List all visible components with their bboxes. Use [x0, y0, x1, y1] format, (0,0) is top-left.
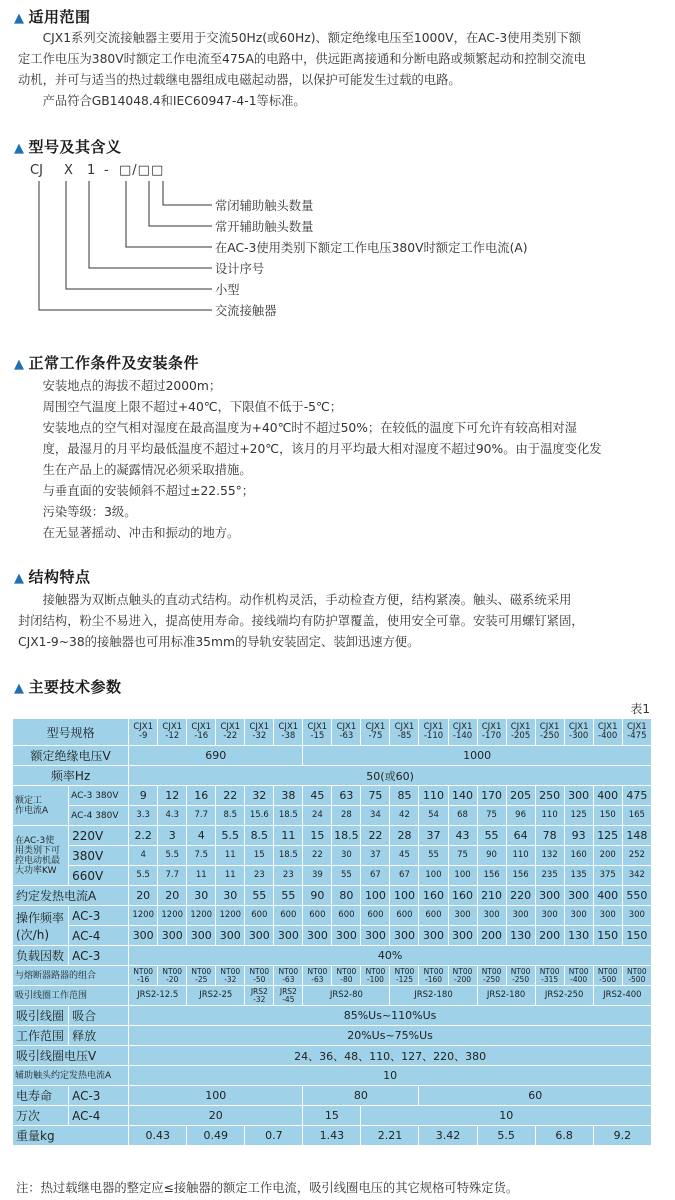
value-cell: 45: [303, 786, 332, 806]
value-cell: 5.5: [158, 846, 187, 866]
table-cell: JRS2-400: [593, 986, 651, 1006]
table-cell: JRS2-80: [303, 986, 390, 1006]
value-cell: 300: [187, 926, 216, 946]
table-row: [13, 906, 652, 926]
table-cell: 2.21: [361, 1126, 419, 1146]
value-cell: 110: [535, 806, 564, 826]
value-cell: 235: [535, 866, 564, 886]
value-cell: 15: [245, 846, 274, 866]
value-cell: 200: [477, 926, 506, 946]
value-cell: 5.5: [129, 866, 158, 886]
value-cell: 300: [129, 926, 158, 946]
value-cell: 3.3: [129, 806, 158, 826]
value-cell: 200: [535, 926, 564, 946]
value-cell: 200: [593, 846, 622, 866]
value-cell: 90: [477, 846, 506, 866]
table-row: [13, 866, 652, 886]
value-cell: 24: [303, 806, 332, 826]
value-cell: 22: [216, 786, 245, 806]
table-cell: 1000: [303, 746, 652, 766]
value-cell: 600: [361, 906, 390, 926]
table-caption: 表1: [630, 702, 650, 716]
value-cell: 28: [390, 826, 419, 846]
value-cell: 23: [245, 866, 274, 886]
footnote: 注：热过载继电器的整定应≤接触器的额定工作电流，吸引线圈电压的其它规格可特殊定货。: [16, 1181, 519, 1195]
table-cell: 操作频率 (次/h): [13, 906, 69, 946]
value-cell: 68: [448, 806, 477, 826]
value-cell: 15.6: [245, 806, 274, 826]
value-cell: 300: [158, 926, 187, 946]
value-cell: 300: [390, 926, 419, 946]
value-cell: 75: [477, 806, 506, 826]
value-cell: 220: [506, 886, 535, 906]
value-cell: 1200: [216, 906, 245, 926]
model-cell: CJX1 -400: [593, 719, 622, 746]
value-cell: 85: [390, 786, 419, 806]
table-cell: AC-3: [69, 906, 129, 926]
value-cell: 300: [564, 886, 593, 906]
value-cell: 125: [593, 826, 622, 846]
value-cell: 39: [303, 866, 332, 886]
table-cell: 80: [303, 1086, 419, 1106]
table-cell: 工作范围: [13, 1026, 69, 1046]
value-cell: 600: [245, 906, 274, 926]
table-cell: 释放: [69, 1026, 129, 1046]
table-row: [13, 846, 652, 866]
table-cell: AC-4: [69, 1106, 129, 1126]
value-cell: 11: [216, 866, 245, 886]
table-row: [13, 1126, 652, 1146]
value-cell: 32: [245, 786, 274, 806]
conditions-text: 安装地点的海拔不超过2000m； 周围空气温度上限不超过+40℃，下限值不低于-5℃； 安装地点的空气相对湿度在最高温度为+40℃时不超过50%；在较低的温度下可允许有较高相对湿 度，最湿月的月平均最低温度不超过+20℃，该月的月平均最大相对湿度不超过90%。由于温度变化发 生在产品上的凝露情况必须采取措施。 与垂直面的安装倾斜不超过±22.55°； 污染等级：3级。 在无显著摇动、冲击和振动的地方。: [42, 379, 602, 540]
table-cell: 380V: [69, 846, 129, 866]
value-cell: NT00 -63: [303, 966, 332, 986]
model-cell: CJX1 -16: [187, 719, 216, 746]
value-cell: 22: [361, 826, 390, 846]
value-cell: 156: [477, 866, 506, 886]
value-cell: 54: [419, 806, 448, 826]
value-cell: 30: [216, 886, 245, 906]
table-cell: 约定发热电流A: [13, 886, 129, 906]
table-cell: JRS2-180: [477, 986, 535, 1006]
value-cell: 64: [506, 826, 535, 846]
value-cell: 7.5: [187, 846, 216, 866]
table-cell: 660V: [69, 866, 129, 886]
table-cell: 20%Us~75%Us: [129, 1026, 652, 1046]
value-cell: NT00 -63: [274, 966, 303, 986]
table-cell: 10: [129, 1066, 652, 1086]
value-cell: NT00 -32: [216, 966, 245, 986]
value-cell: 3: [158, 826, 187, 846]
model-cell: CJX1 -85: [390, 719, 419, 746]
value-cell: 15: [303, 826, 332, 846]
value-cell: NT00 -20: [158, 966, 187, 986]
value-cell: 34: [361, 806, 390, 826]
structure-heading: ▲ 结构特点: [14, 568, 91, 586]
table-cell: 吸引线圈: [13, 1006, 69, 1026]
value-cell: NT00 -80: [332, 966, 361, 986]
table-cell: 9.2: [593, 1126, 651, 1146]
value-cell: 16: [187, 786, 216, 806]
value-cell: 55: [274, 886, 303, 906]
value-cell: 300: [593, 906, 622, 926]
value-cell: 600: [303, 906, 332, 926]
value-cell: 300: [535, 886, 564, 906]
scope-heading: ▲ 适用范围: [14, 8, 91, 26]
model-cell: CJX1 -250: [535, 719, 564, 746]
model-cell: CJX1 -32: [245, 719, 274, 746]
scope-text: CJX1系列交流接触器主要用于交流50Hz(或60Hz)、额定绝缘电压至1000V，在AC-3使用类别下额 定工作电压为380V时额定工作电流至475A的电路中，供远距离接通和分断电路或频繁起动和控制交流电 动机，并可与适当的热过载继电器组成电磁起动器，以保护可能发生过载的电路。 产品符合GB14048.4和IEC60947-4-1等标准。: [18, 31, 586, 108]
model-cell: CJX1 -15: [303, 719, 332, 746]
value-cell: 30: [332, 846, 361, 866]
model-cell: CJX1 -63: [332, 719, 361, 746]
value-cell: 300: [361, 926, 390, 946]
value-cell: 55: [419, 846, 448, 866]
value-cell: 37: [419, 826, 448, 846]
value-cell: 55: [332, 866, 361, 886]
triangle-icon: ▲: [14, 11, 25, 26]
value-cell: 12: [158, 786, 187, 806]
table-cell: 60: [419, 1086, 652, 1106]
model-label: 小型: [215, 283, 240, 297]
value-cell: 4.3: [158, 806, 187, 826]
table-cell: JRS2-12.5: [129, 986, 187, 1006]
value-cell: 600: [419, 906, 448, 926]
table-row: [13, 946, 652, 966]
table-cell: JRS2-250: [535, 986, 593, 1006]
value-cell: 1200: [158, 906, 187, 926]
table-row: [13, 786, 652, 806]
model-cell: CJX1 -9: [129, 719, 158, 746]
value-cell: NT00 -160: [419, 966, 448, 986]
table-cell: 3.42: [419, 1126, 477, 1146]
value-cell: 300: [332, 926, 361, 946]
value-cell: 300: [216, 926, 245, 946]
value-cell: NT00 -16: [129, 966, 158, 986]
value-cell: 55: [477, 826, 506, 846]
table-cell: AC-3: [69, 1086, 129, 1106]
table-cell: AC-4 380V: [69, 806, 129, 826]
table-cell: 24、36、48、110、127、220、380: [129, 1046, 652, 1066]
table-cell: 6.8: [535, 1126, 593, 1146]
model-cell: CJX1 -22: [216, 719, 245, 746]
model-label: 设计序号: [215, 262, 265, 276]
model-label: 常开辅助触头数量: [215, 220, 314, 234]
value-cell: 28: [332, 806, 361, 826]
value-cell: 1200: [129, 906, 158, 926]
value-cell: 400: [593, 786, 622, 806]
table-cell: 40%: [129, 946, 652, 966]
value-cell: 300: [622, 906, 651, 926]
value-cell: NT00 -200: [448, 966, 477, 986]
params-heading: ▲ 主要技术参数: [14, 678, 122, 696]
model-cell: CJX1 -12: [158, 719, 187, 746]
value-cell: 125: [564, 806, 593, 826]
table-row: [13, 1006, 652, 1026]
table-cell: JRS2 -45: [274, 986, 303, 1006]
value-cell: 1200: [187, 906, 216, 926]
header-cell: 型号规格: [13, 719, 129, 746]
value-cell: 600: [332, 906, 361, 926]
table-cell: 0.7: [245, 1126, 303, 1146]
spec-table: [12, 718, 652, 1146]
value-cell: 300: [448, 926, 477, 946]
value-cell: 100: [419, 866, 448, 886]
model-label: 常闭辅助触头数量: [215, 199, 314, 213]
value-cell: 600: [390, 906, 419, 926]
table-cell: 85%Us~110%Us: [129, 1006, 652, 1026]
table-row: [13, 806, 652, 826]
table-cell: 电寿命: [13, 1086, 69, 1106]
table-cell: 万次: [13, 1106, 69, 1126]
value-cell: 130: [564, 926, 593, 946]
value-cell: 4: [129, 846, 158, 866]
value-cell: 37: [361, 846, 390, 866]
value-cell: 600: [274, 906, 303, 926]
table-row: [13, 966, 652, 986]
value-cell: NT00 -400: [564, 966, 593, 986]
value-cell: 8.5: [245, 826, 274, 846]
header-row: [13, 719, 652, 746]
value-cell: 7.7: [158, 866, 187, 886]
structure-text: 接触器为双断点触头的直动式结构。动作机构灵活，手动检查方便，结构紧凑。触头、磁系统采用 封闭结构，粉尘不易进入，提高使用寿命。接线端均有防护罩覆盖，使用安全可靠。安装可用螺钉紧固， CJX1-9~38的接触器也可用标准35mm的导轨安装固定、装卸迅速方便。: [18, 593, 584, 649]
value-cell: 75: [448, 846, 477, 866]
value-cell: 300: [448, 906, 477, 926]
table-cell: 1.43: [303, 1126, 361, 1146]
table-row: [13, 1046, 652, 1066]
value-cell: 22: [303, 846, 332, 866]
value-cell: 160: [448, 886, 477, 906]
value-cell: NT00 -315: [535, 966, 564, 986]
value-cell: NT00 -500: [622, 966, 651, 986]
value-cell: 18.5: [274, 806, 303, 826]
value-cell: NT00 -250: [477, 966, 506, 986]
table-row: [13, 746, 652, 766]
value-cell: 4: [187, 826, 216, 846]
table-cell: 0.43: [129, 1126, 187, 1146]
value-cell: NT00 -500: [593, 966, 622, 986]
value-cell: 342: [622, 866, 651, 886]
value-cell: 110: [419, 786, 448, 806]
value-cell: 75: [361, 786, 390, 806]
value-cell: 300: [564, 786, 593, 806]
value-cell: 132: [535, 846, 564, 866]
table-cell: JRS2-180: [390, 986, 477, 1006]
value-cell: NT00 -100: [361, 966, 390, 986]
table-cell: 与熔断器路器的组合: [13, 966, 129, 986]
value-cell: 300: [477, 906, 506, 926]
value-cell: 11: [274, 826, 303, 846]
table-cell: AC-3 380V: [69, 786, 129, 806]
value-cell: 43: [448, 826, 477, 846]
value-cell: 252: [622, 846, 651, 866]
value-cell: 300: [245, 926, 274, 946]
table-cell: 690: [129, 746, 303, 766]
value-cell: 42: [390, 806, 419, 826]
table-cell: 5.5: [477, 1126, 535, 1146]
value-cell: 475: [622, 786, 651, 806]
table-cell: 220V: [69, 826, 129, 846]
value-cell: NT00 -250: [506, 966, 535, 986]
value-cell: 165: [622, 806, 651, 826]
value-cell: 20: [129, 886, 158, 906]
table-cell: 吸引线圈电压V: [13, 1046, 129, 1066]
table-cell: 在AC-3使 用类别下可 控电动机最 大功率KW: [13, 826, 69, 886]
value-cell: 18.5: [332, 826, 361, 846]
value-cell: 300: [506, 906, 535, 926]
triangle-icon: ▲: [14, 357, 25, 372]
value-cell: 18.5: [274, 846, 303, 866]
value-cell: 375: [593, 866, 622, 886]
value-cell: 67: [390, 866, 419, 886]
model-cell: CJX1 -110: [419, 719, 448, 746]
table-cell: 额定绝缘电压V: [13, 746, 129, 766]
model-cell: CJX1 -300: [564, 719, 593, 746]
value-cell: 100: [448, 866, 477, 886]
value-cell: 135: [564, 866, 593, 886]
value-cell: 150: [593, 926, 622, 946]
model-cell: CJX1 -38: [274, 719, 303, 746]
value-cell: 300: [303, 926, 332, 946]
value-cell: 300: [419, 926, 448, 946]
model-cell: CJX1 -140: [448, 719, 477, 746]
value-cell: 96: [506, 806, 535, 826]
value-cell: 93: [564, 826, 593, 846]
value-cell: 550: [622, 886, 651, 906]
value-cell: NT00 -125: [390, 966, 419, 986]
value-cell: 45: [390, 846, 419, 866]
table-cell: 频率Hz: [13, 766, 129, 786]
table-row: [13, 886, 652, 906]
value-cell: 150: [593, 806, 622, 826]
value-cell: 148: [622, 826, 651, 846]
value-cell: 90: [303, 886, 332, 906]
model-label: 在AC-3使用类别下额定工作电压380V时额定工作电流(A): [215, 241, 528, 255]
table-row: [13, 986, 652, 1006]
table-cell: 50(或60): [129, 766, 652, 786]
value-cell: 55: [245, 886, 274, 906]
value-cell: 400: [593, 886, 622, 906]
value-cell: 170: [477, 786, 506, 806]
value-cell: NT00 -50: [245, 966, 274, 986]
value-cell: 300: [535, 906, 564, 926]
value-cell: 5.5: [216, 826, 245, 846]
table-cell: 0.49: [187, 1126, 245, 1146]
table-cell: 吸合: [69, 1006, 129, 1026]
model-label: 交流接触器: [215, 304, 277, 318]
value-cell: 78: [535, 826, 564, 846]
value-cell: 7.7: [187, 806, 216, 826]
value-cell: 30: [187, 886, 216, 906]
value-cell: 2.2: [129, 826, 158, 846]
table-row: [13, 1106, 652, 1126]
model-cell: CJX1 -475: [622, 719, 651, 746]
value-cell: 38: [274, 786, 303, 806]
value-cell: 210: [477, 886, 506, 906]
value-cell: 63: [332, 786, 361, 806]
value-cell: 300: [274, 926, 303, 946]
value-cell: 100: [390, 886, 419, 906]
table-cell: 10: [361, 1106, 652, 1126]
model-heading: ▲ 型号及其含义: [14, 138, 122, 156]
table-cell: JRS2 -32: [245, 986, 274, 1006]
value-cell: 11: [216, 846, 245, 866]
table-cell: 负载因数: [13, 946, 69, 966]
value-cell: 160: [564, 846, 593, 866]
value-cell: 11: [187, 866, 216, 886]
table-cell: 额定工 作电流A: [13, 786, 69, 826]
table-row: [13, 926, 652, 946]
value-cell: 250: [535, 786, 564, 806]
value-cell: 67: [361, 866, 390, 886]
model-cell: CJX1 -75: [361, 719, 390, 746]
value-cell: 80: [332, 886, 361, 906]
table-cell: 20: [129, 1106, 303, 1126]
value-cell: 130: [506, 926, 535, 946]
model-diagram-lines: [0, 0, 675, 330]
value-cell: 300: [564, 906, 593, 926]
table-cell: AC-3: [69, 946, 129, 966]
table-cell: JRS2-25: [187, 986, 245, 1006]
conditions-heading: ▲ 正常工作条件及安装条件: [14, 354, 200, 372]
table-cell: 重量kg: [13, 1126, 129, 1146]
value-cell: 23: [274, 866, 303, 886]
table-cell: 吸引线圈工作范围: [13, 986, 129, 1006]
value-cell: 140: [448, 786, 477, 806]
table-row: [13, 1026, 652, 1046]
table-cell: 100: [129, 1086, 303, 1106]
table-cell: 辅助触头约定发热电流A: [13, 1066, 129, 1086]
value-cell: 8.5: [216, 806, 245, 826]
table-row: [13, 1066, 652, 1086]
table-row: [13, 766, 652, 786]
model-cell: CJX1 -170: [477, 719, 506, 746]
value-cell: 20: [158, 886, 187, 906]
table-cell: AC-4: [69, 926, 129, 946]
triangle-icon: ▲: [14, 141, 25, 156]
triangle-icon: ▲: [14, 681, 25, 696]
table-row: [13, 1086, 652, 1106]
value-cell: 160: [419, 886, 448, 906]
value-cell: 9: [129, 786, 158, 806]
value-cell: 110: [506, 846, 535, 866]
table-cell: 15: [303, 1106, 361, 1126]
value-cell: 100: [361, 886, 390, 906]
value-cell: NT00 -25: [187, 966, 216, 986]
triangle-icon: ▲: [14, 571, 25, 586]
model-cell: CJX1 -205: [506, 719, 535, 746]
value-cell: 156: [506, 866, 535, 886]
value-cell: 205: [506, 786, 535, 806]
value-cell: 150: [622, 926, 651, 946]
table-row: [13, 826, 652, 846]
